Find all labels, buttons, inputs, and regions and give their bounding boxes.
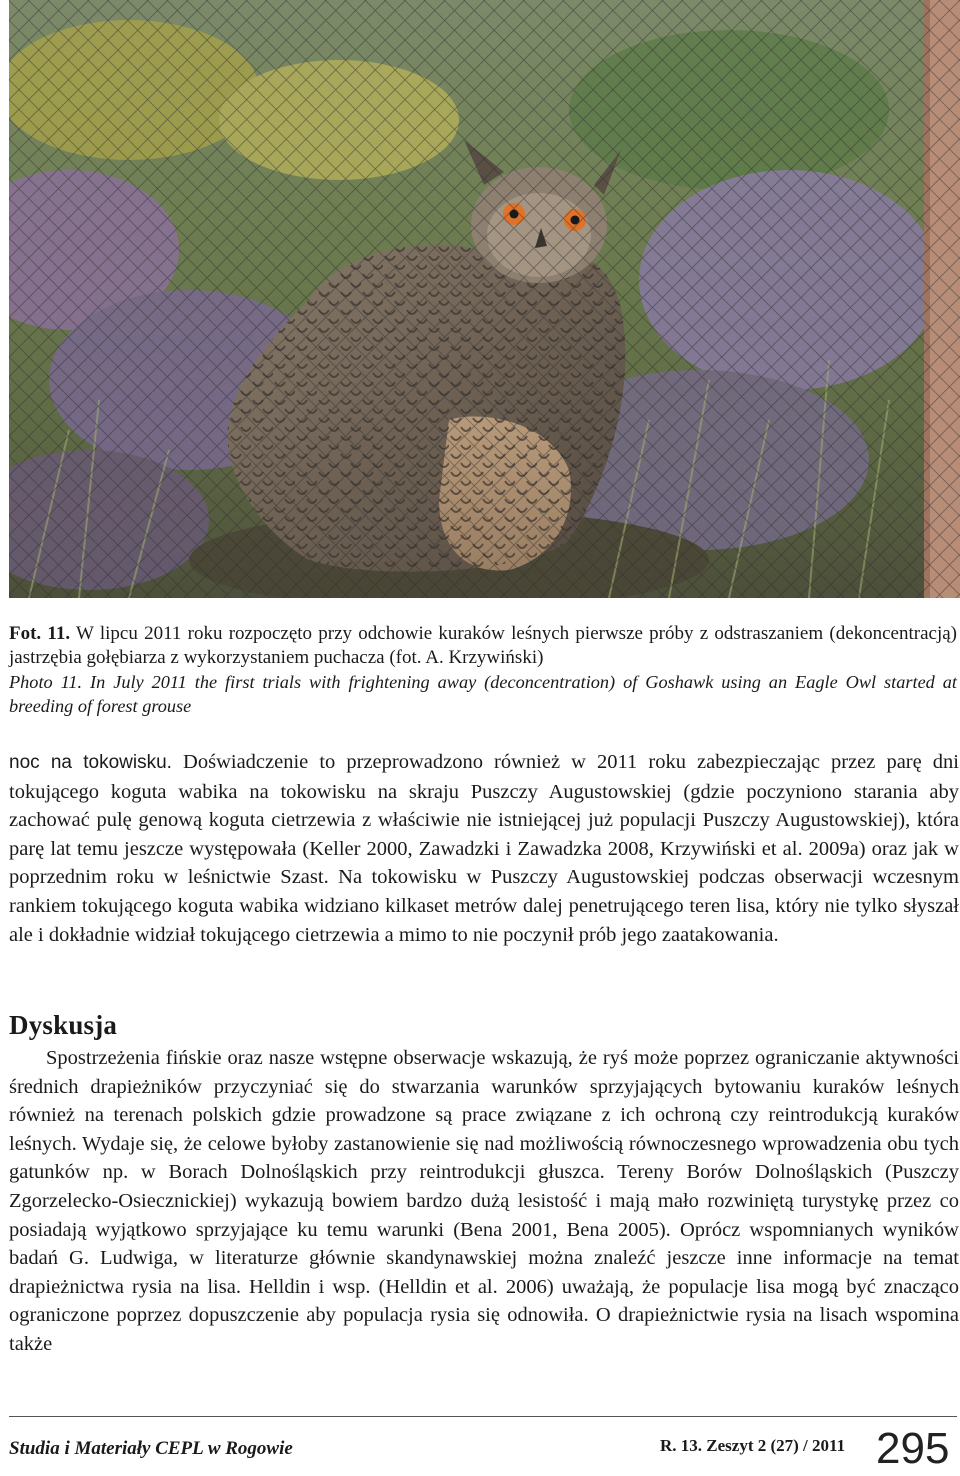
body-lead: noc na tokowisku. xyxy=(9,752,172,773)
discussion-paragraph: Spostrzeżenia fińskie oraz nasze wstępne obserwacje wskazują, że ryś może poprzez ograniczanie aktywności średnich drapieżników przyczyniać się do stwarzania warunków sprzyjających bytowaniu kuraków leśnych również na terenach polskich gdzie prowadzone są prace związane z ich ochroną czy reintrodukcją kuraków leśnych. Wydaje się, że celowe byłoby zastanowienie się nad możliwością równoczesnego wprowadzenia obu tych gatunków np. w Borach Dolnośląskich przy reintrodukcji głuszca. Tereny Borów Dolnośląskich (Puszczy Zgorzelecko-Osiecznickiej) wykazują bowiem bardzo dużą lesistość i mają mało rozwiniętą turystykę przez co posiadają wyjątkowo sprzyjające ku temu warunki (Bena 2001, Bena 2005). Oprócz wspomnianych wyników badań G. Ludwiga, w literaturze głównie skandynawskiej można znaleźć jeszcze inne informacje na temat drapieżnictwa rysia na lisa. Helldin i wsp. (Helldin et al. 2006) uważają, że populacje lisa mogą być znacząco ograniczone poprzez dopuszczenie aby populacja rysia się odnowiła. O drapieżnictwie rysia na lisach wspomina także xyxy=(9,1047,959,1355)
footer-divider xyxy=(9,1416,957,1417)
section-title: Dyskusja xyxy=(9,1010,118,1040)
caption-polish xyxy=(9,622,957,670)
owl-photo-illustration xyxy=(9,0,960,598)
body-text: Doświadczenie to przeprowadzono również w 2011 roku zabezpieczając przez parę dni tokującego koguta wabika na tokowisku na skraju Puszczy Augustowskiej (gdzie poczyniono starania aby zachować pulę genową koguta cietrzewia z właściwie nie istniejącej już populacji Puszczy Augustowskiej), która parę lat temu jeszcze występowała (Keller 2000, Zawadzki i Zawadzka 2008, Krzywiński et al. 2009a) oraz jak w poprzednim roku w leśnictwie Szast. Na tokowisku w Puszczy Augustowskiej podczas obserwacji wczesnym rankiem tokującego koguta wabika widziano kilkaset metrów dalej penetrującego teren lisa, który nie tylko słyszał ale i dokładnie widział tokującego cietrzewia a mimo to nie poczynił prób jego zaatakowania. xyxy=(9,751,960,946)
page-number: 295 xyxy=(876,1424,950,1473)
caption-polish-text: W lipcu 2011 roku rozpoczęto przy odchowie kuraków leśnych pierwsze próby z odstraszaniem (dekoncentracją) jastrzębia gołębiarza z wykorzystaniem puchacza (fot. A. Krzywiński) xyxy=(9,623,958,668)
caption-english-label: Photo 11. xyxy=(9,672,83,692)
journal-title: Studia i Materiały CEPL w Rogowie xyxy=(9,1438,293,1459)
caption-english-text: In July 2011 the first trials with frightening away (deconcentration) of Goshawk using an Eagle Owl started at breeding of forest grouse xyxy=(9,672,957,716)
body-paragraph xyxy=(9,748,959,949)
issue-info: R. 13. Zeszyt 2 (27) / 2011 xyxy=(660,1436,846,1455)
caption-polish-label: Fot. 11. xyxy=(9,623,71,644)
owl-photo xyxy=(9,0,960,598)
photo-caption xyxy=(9,622,957,718)
caption-english xyxy=(9,670,957,718)
body-paragraph-text xyxy=(9,748,959,949)
